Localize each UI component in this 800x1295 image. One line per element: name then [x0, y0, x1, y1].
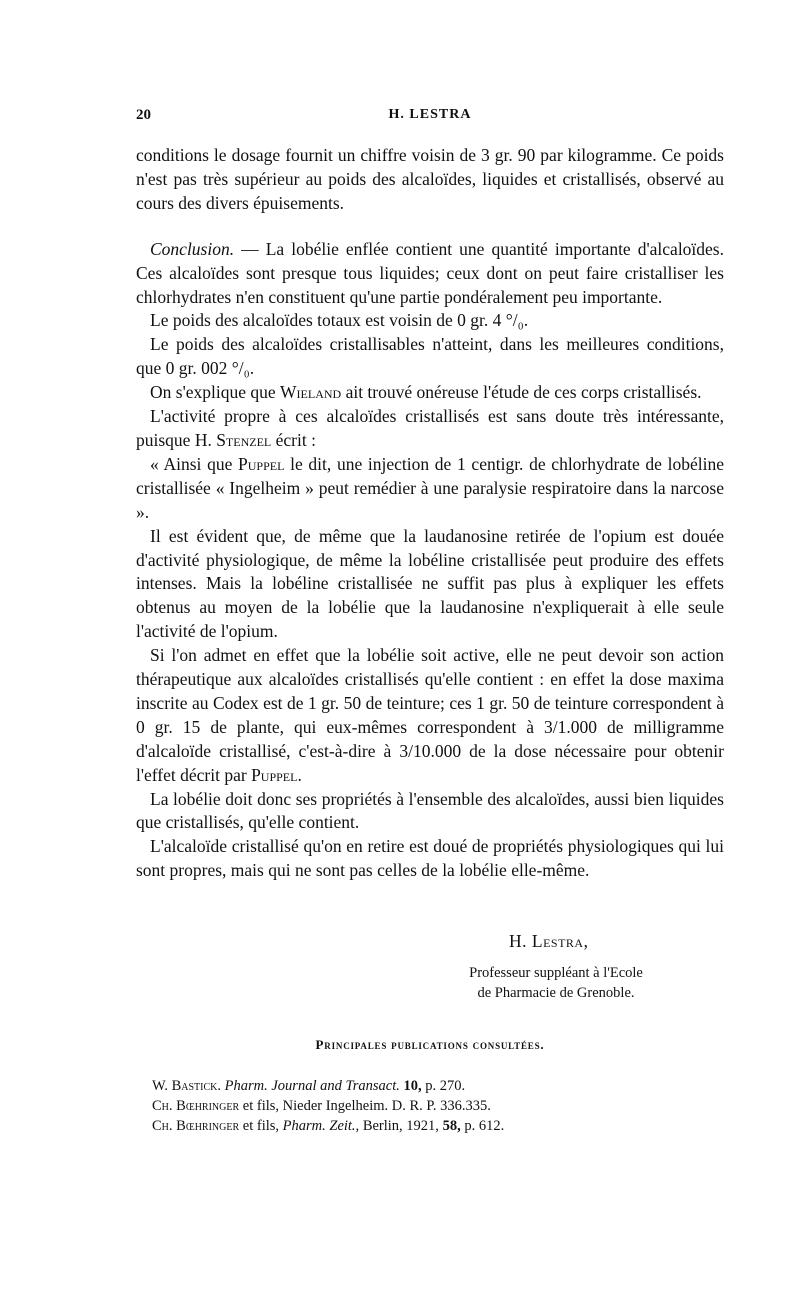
quotation: « Ainsi que Puppel le dit, une injection de 1 centigr. de chlorhydrate de lobéline cristallisée « Ingelheim » peut remédier à une paralysie respiratoire dans la narcose ».	[136, 453, 724, 522]
affiliation-line: Professeur suppléant à l'Ecole	[469, 965, 643, 981]
paragraph: L'alcaloïde cristallisé qu'on en retire est doué de propriétés physiologiques qui lui sont propres, mais qui ne sont pas celles de la lobélie elle-même.	[136, 836, 724, 881]
reference-item: W. Bastick. Pharm. Journal and Transact. 10, p. 270.	[152, 1078, 466, 1094]
paragraph: La lobélie doit donc ses propriétés à l'ensemble des alcaloïdes, aussi bien liquides que cristallisés, qu'elle contient.	[136, 788, 724, 833]
paragraph: Si l'on admet en effet que la lobélie soit active, elle ne peut devoir son action thérapeutique aux alcaloïdes cristallisés qu'elle contient : en effet la dose maxima inscrite au Codex est de 1 gr. 50 de teinture; ces 1 gr. 50 de teinture correspondent à 0 gr. 15 de plante, qui eux-mêmes correspondent à 3/1.000 de milligramme d'alcaloïde cristallisé, c'est-à-dire à 3/10.000 de la dose nécessaire pour obtenir l'effet décrit par Puppel.	[136, 645, 724, 785]
page-number: 20	[136, 107, 151, 123]
conclusion-label: Conclusion.	[150, 238, 235, 259]
paragraph: conditions le dosage fournit un chiffre voisin de 3 gr. 90 par kilogramme. Ce poids n'est pas très supérieur au poids des alcaloïdes, liquides et cristallisés, observé au cours des divers épuisements.	[136, 145, 724, 213]
reference-item: Ch. Bœhringer et fils, Nieder Ingelheim. D. R. P. 336.335.	[152, 1098, 491, 1114]
author-name: Puppel	[251, 764, 298, 785]
signature-name: H. Lestra,	[509, 931, 589, 951]
references-title: Principales publications consultées.	[315, 1037, 545, 1052]
affiliation-line: de Pharmacie de Grenoble.	[477, 985, 635, 1001]
author-name: Puppel	[238, 453, 285, 474]
author-name: Stenzel	[216, 429, 272, 450]
paragraph: L'activité propre à ces alcaloïdes cristallisés est sans doute très intéressante, puisque H. Stenzel écrit :	[136, 406, 724, 450]
paragraph: Le poids des alcaloïdes totaux est voisin de 0 gr. 4 °/₀.	[150, 310, 529, 331]
paragraph: On s'explique que Wieland ait trouvé onéreuse l'étude de ces corps cristallisés.	[150, 382, 702, 403]
references-list	[152, 1076, 712, 1136]
paragraph-conclusion: Conclusion. — La lobélie enflée contient une quantité importante d'alcaloïdes. Ces alcaloïdes sont presque tous liquides; ceux dont on peut faire cristalliser les chlorhydrates n'en constituent qu'une partie pondéralement peu importante.	[136, 238, 724, 307]
affiliation	[436, 963, 676, 1003]
reference-item: Ch. Bœhringer et fils, Pharm. Zeit., Berlin, 1921, 58, p. 612.	[152, 1118, 505, 1134]
paragraph: Le poids des alcaloïdes cristallisables n'atteint, dans les meilleures conditions, que 0 gr. 002 °/₀.	[136, 334, 724, 379]
author-name: Wieland	[280, 382, 342, 403]
paragraph: Il est évident que, de même que la laudanosine retirée de l'opium est douée d'activité physiologique, de même la lobéline cristallisée peut produire des effets intenses. Mais la lobéline cristallisée ne suffit pas plus à expliquer les effets obtenus au moyen de la lobélie que la laudanosine n'expliquerait à elle seule l'activité de l'opium.	[136, 525, 724, 642]
page-header	[136, 107, 724, 129]
running-head: H. LESTRA	[388, 107, 472, 122]
body-text	[136, 144, 724, 883]
